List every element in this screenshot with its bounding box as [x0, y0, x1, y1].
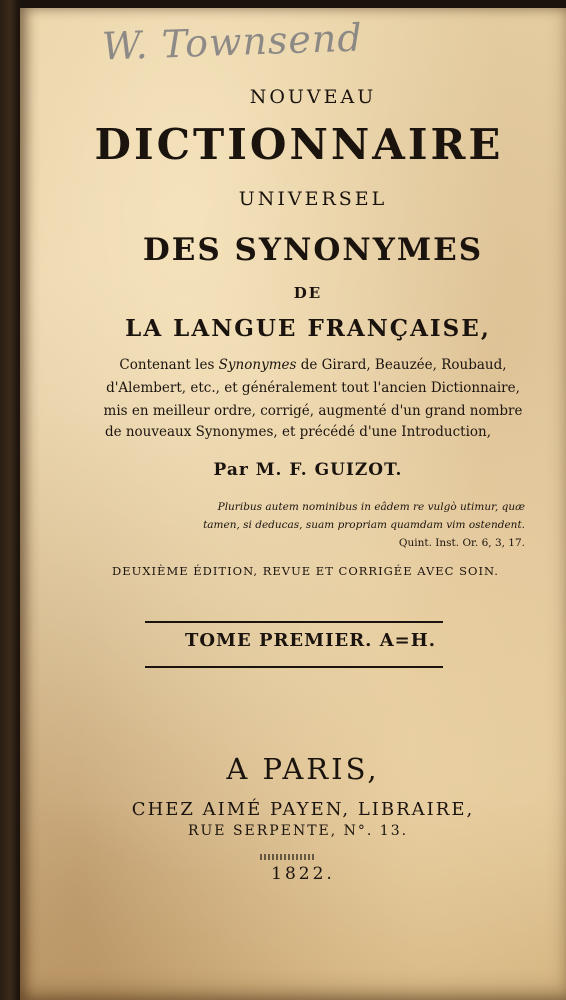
divider-bottom — [145, 666, 443, 668]
edition-line: DEUXIÈME ÉDITION, REVUE ET CORRIGÉE AVEC SOIN. — [112, 564, 499, 578]
ornament-rule — [260, 854, 314, 860]
contents-line-1-c: de Girard, Beauzée, Roubaud, — [296, 357, 507, 373]
epigraph-line-1: Pluribus autem nominibus in eâdem re vulgò utimur, quæ — [217, 501, 525, 513]
title-line-langue: LA LANGUE FRANÇAISE, — [125, 315, 491, 342]
title-line-universel: UNIVERSEL — [238, 188, 388, 210]
title-line-synonymes: DES SYNONYMES — [142, 232, 484, 268]
handwritten-signature: W. Townsend — [101, 15, 364, 69]
author-line: Par M. F. GUIZOT. — [213, 460, 403, 480]
imprint-publisher: CHEZ AIMÉ PAYEN, LIBRAIRE, — [131, 799, 475, 820]
epigraph-citation: Quint. Inst. Or. 6, 3, 17. — [398, 537, 525, 549]
title-line-dictionnaire: DICTIONNAIRE — [94, 120, 504, 169]
title-line-nouveau: NOUVEAU — [249, 86, 377, 108]
divider-top — [145, 621, 443, 623]
epigraph-line-2: tamen, si deducas, suam propriam quamdam vim ostendent. — [203, 519, 525, 531]
contents-line-1-synonymes: Synonymes — [218, 357, 297, 373]
volume-line: TOME PREMIER. A=H. — [184, 630, 437, 651]
title-page — [20, 8, 566, 1000]
contents-line-2: d'Alembert, etc., et généralement tout l'ancien Dictionnaire, — [106, 380, 520, 396]
contents-line-4: de nouveaux Synonymes, et précédé d'une Introduction, — [104, 424, 492, 440]
imprint-city: A PARIS, — [226, 752, 380, 786]
contents-line-3: mis en meilleur ordre, corrigé, augmenté d'un grand nombre — [103, 403, 523, 419]
contents-line-1 — [20, 355, 566, 375]
title-line-de: DE — [293, 284, 323, 302]
imprint-address: RUE SERPENTE, N°. 13. — [187, 823, 409, 839]
contents-line-1-a: Contenant les — [119, 357, 219, 373]
imprint-year: 1822. — [271, 864, 335, 884]
